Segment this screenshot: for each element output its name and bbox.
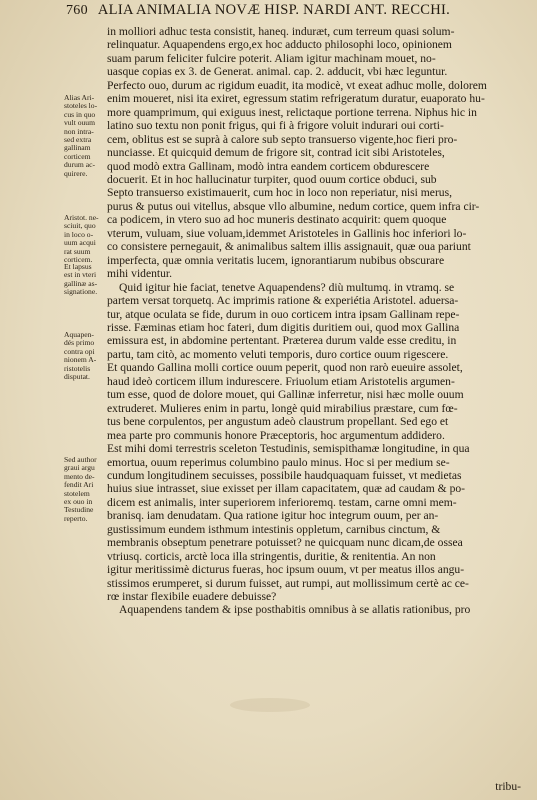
text-line: imperfecta, quæ omnia veritatis lucem, ignorantiarum nubibus obscurare (107, 253, 445, 267)
text-line: gustissimum eundem isthmum intestinis oppletum, carnibus cinctum, & (107, 522, 441, 536)
paper-stain (230, 698, 310, 712)
text-line: branisq. iam denudatam. Qua ratione igitur hoc integrum ouum, per an- (107, 509, 439, 523)
margin-note-line: Aquapen- (64, 331, 94, 339)
margin-note-line: reperto. (64, 514, 88, 523)
text-line: Septo transuerso existimauerit, cum hoc in loco non reperiatur, nisi merus, (107, 186, 453, 200)
margin-note-line: sciuit, quo (64, 222, 96, 231)
text-line: Aquapendens tandem & ipse posthabitis omnibus à se allatis rationibus, pro (119, 603, 471, 617)
main-text (107, 25, 525, 617)
text-line: nunciasse. Et quicquid demum de frigore sit, contrad icit sibi Aristoteles, (107, 146, 445, 160)
text-line: partu, tam citò, ac momento veluti temporis, duro cortice ouum rigescere. (107, 347, 449, 361)
text-line: in molliori adhuc testa consistit, haneq. induræt, cum terreum quasi solum- (107, 25, 455, 38)
text-line: Perfecto ouo, durum ac rigidum euadit, ita modicè, vt exeat adhuc molle, dolorem (107, 78, 487, 92)
text-line: dicem est animalis, inter superiorem inferioremq. testam, carne omni mem- (107, 495, 457, 509)
text-line: extruderet. Mulieres enim in partu, longè quid mirabilius præstare, cum fœ- (107, 401, 458, 415)
margin-note-line: Alias Ari- (64, 94, 95, 102)
margin-note-line: sed extra (64, 136, 92, 145)
text-line: tum esse, quod de dolore mouet, qui Gallinæ inferretur, nisi hæc molle ouum (107, 388, 464, 402)
margin-note (64, 456, 110, 523)
text-line: risse. Fæminas etiam hoc fateri, dum digitis duritiem oui, quod mox Gallina (107, 320, 460, 334)
text-line: suam parum feliciter fulcire poterit. Aliam igitur machinam mouet, no- (107, 51, 436, 65)
margin-note (64, 263, 110, 297)
text-line: stissimos erumperet, si durum fuisset, aut rumpi, aut mollissimum certè ac ce- (107, 576, 469, 590)
text-line: partem versat torquetq. Ac imprimis ratione & experiétia Aristotel. aduersa- (107, 294, 459, 308)
text-line: more quamprimum, qui exiguus inest, relictaque portione terrena. Niphus hic in (107, 105, 477, 119)
text-line: vtriusq. corticis, arctè loca illa stringentis, duritie, & renitentia. An non (107, 549, 436, 563)
text-line: co consistere pernegauit, & animalibus saltem illis assignauit, quæ oua pariunt (107, 240, 471, 254)
text-line: cem, oblitus est se suprà à calore sub septo transuerso vigente,hoc fieri pro- (107, 132, 458, 146)
text-line: mihi videntur. (107, 267, 173, 281)
margin-note-line: Testudine (64, 506, 94, 515)
margin-note-line: est in vteri (64, 271, 97, 280)
text-line: purus & putus oui vitellus, absque vllo albumine, nedum cortice, quem infra cir- (107, 199, 480, 213)
page-header (66, 2, 526, 19)
text-line: emortua, ouum reperimus columbino paulo minus. Hoc si per medium se- (107, 455, 450, 469)
margin-note-line: corticem. (64, 256, 93, 265)
running-head: ALIA ANIMALIA NOVÆ HISP. NARDI ANT. RECCHI. (97, 2, 451, 18)
text-line: cundum longitudinem secuisses, possibile haudquaquam fuisset, vt medietas (107, 468, 462, 482)
margin-note-line: gallinam (64, 144, 91, 153)
margin-note-line: Aristot. ne- (64, 214, 99, 222)
margin-note-line: Sed author (64, 456, 97, 464)
margin-note (64, 214, 110, 264)
margin-note-line: stoteles lo- (64, 102, 98, 111)
margin-note-line: disputat. (64, 373, 90, 382)
margin-note-line: fendit Ari (64, 481, 94, 490)
catchword: tribu- (495, 780, 521, 793)
margin-note-line: vult ouum (64, 119, 96, 128)
text-line: vterum, vuluam, siue voluam,idemmet Aristoteles in Gallinis hoc inferiori lo- (107, 226, 467, 240)
text-line: quod modò extra Gallinam, modò intra eandem corticem obdurescere (107, 159, 430, 173)
margin-note-line: gallinæ as- (64, 279, 98, 288)
text-line: enim moueret, nisi ita exiret, egressum statim refrigeratum duratur, euaporato hu- (107, 92, 485, 106)
margin-note (64, 94, 110, 178)
text-line: docuerit. Et in hoc hallucinatur turpiter, quod ouum cortice obduci, sub (107, 172, 437, 186)
margin-note-line: non intra- (64, 127, 94, 136)
text-line: igitur meritissimè dicturus fueras, hoc ipsum ouum, vt per meatus illos angu- (107, 563, 465, 577)
text-line: tur, atque oculata se fide, durum in ouo corticem intra ipsam Gallinam repe- (107, 307, 460, 321)
margin-note-line: signatione. (64, 288, 98, 297)
margin-note-line: in loco o- (64, 230, 94, 239)
margin-note-line: Et lapsus (64, 263, 92, 271)
margin-note-line: nionem A- (64, 356, 97, 365)
text-line: emissura est, in abdomine pertentant. Præterea durum valde esse creditu, in (107, 334, 457, 348)
margin-note-line: uum acqui (64, 239, 96, 248)
text-line: ca podicem, in vtero suo ad hoc muneris destinato acquirit: quem quoque (107, 213, 447, 227)
text-line: haud ideò corticem illum indurescere. Friuolum etiam Aristotelis argumen- (107, 374, 455, 388)
text-line: latino suo textu non ponit frigus, qui fi à frigore voluit indurari oui corti- (107, 119, 444, 133)
page-number: 760 (66, 3, 88, 18)
margin-note (64, 331, 110, 381)
text-line: Est mihi domi terrestris sceleton Testudinis, semispithamæ longitudine, in qua (107, 442, 470, 456)
margin-note-line: graui argu (64, 464, 95, 473)
margin-note-line: ristotelis (64, 364, 91, 373)
margin-note-line: quirere. (64, 169, 88, 178)
margin-note-line: dés primo (64, 339, 95, 348)
margin-note-line: ex ouo in (64, 498, 93, 507)
margin-note-line: durum ac- (64, 161, 95, 170)
margin-note-line: cus in quo (64, 110, 96, 119)
text-line: membranis obseptum penetrare potuisset? ne quicquam nunc dicam,de ossea (107, 536, 463, 550)
text-line: uasque copias ex 3. de Generat. animal. cap. 2. adducit, vbi hæc leguntur. (107, 65, 448, 79)
margin-note-line: corticem (64, 152, 91, 161)
margin-note-line: rat suum (64, 247, 91, 256)
text-line: relinquatur. Aquapendens ergo,ex hoc adducto philosophi loco, opinionem (107, 38, 452, 52)
margin-note-line: contra opi (64, 347, 95, 356)
text-line: Quid igitur hie faciat, tenetve Aquapendens? diù multumq. in vtramq. se (119, 280, 455, 294)
text-line: rœ instar flexibile euadere debuisse? (107, 590, 277, 604)
text-line: Et quando Gallina molli cortice ouum peperit, quod non rarò eueuire assolet, (107, 361, 463, 375)
margin-note-line: stotelem (64, 489, 90, 498)
text-line: huius siue intrasset, siue exisset per illam capacitatem, quæ ad caudam & po- (107, 482, 466, 496)
text-line: tus bene corpulentos, per angustum adeò claustrum propellant. Sed ego et (107, 415, 449, 429)
margin-note-line: mento de- (64, 472, 95, 481)
text-line: mea parte pro communis honore Præceptoris, hoc argumentum addidero. (107, 428, 445, 442)
